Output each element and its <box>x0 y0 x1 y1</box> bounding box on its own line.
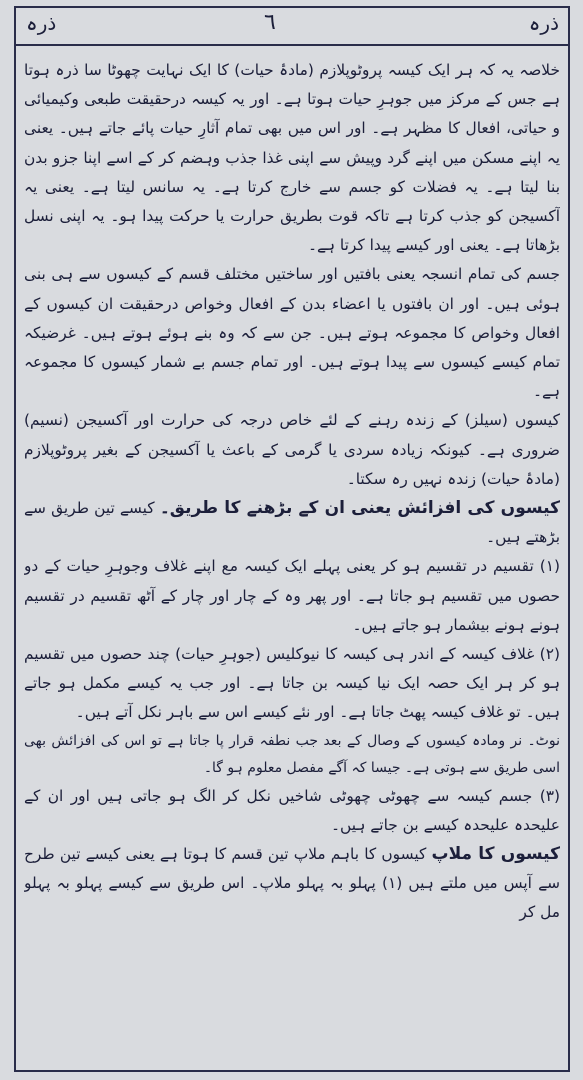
list-item-2: (۲) غلاف کیسہ کے اندر ہی کیسہ کا نیوکلیس (جوہرِ حیات) چند حصوں میں تقسیم ہو کر ہر ایک حصہ ایک نیا کیسہ بن جاتا ہے۔ اور جب یہ کیسے مکمل ہو جاتے ہیں۔ تو غلاف کیسہ پھٹ جاتا ہے۔ اور نئے کیسے اس سے باہر نکل آتے ہیں۔ <box>24 645 560 722</box>
paragraph-cell-survival: کیسوں (سیلز) کے زندہ رہنے کے لئے خاص درجہ کی حرارت اور آکسیجن (نسیم) ضروری ہے۔ کیونکہ زیادہ سردی یا گرمی کے باعث یا آکسیجن کے بغیر پروٹوپلازم (مادۂ حیات) زندہ نہیں رہ سکتا۔ <box>24 411 560 488</box>
closing-text: کیسوں کا باہم ملاپ تین قسم کا ہوتا ہے یعنی کیسے تین طرح سے آپس میں ملتے ہیں (۱) پہلو بہ پہلو ملاپ۔ اس طریق سے کیسے پہلو بہ پہلو مل کر <box>24 845 560 922</box>
section-growth <box>24 494 560 552</box>
paragraph-tissues: جسم کی تمام انسجہ یعنی بافتیں اور ساختیں مختلف قسم کے کیسوں سے ہی بنی ہوئی ہیں۔ اور ان بافتوں یا اعضاء بدن کے افعال وخواص درحقیقت ان کیسوں کے افعال وخواص کا مجموعہ ہوتے ہیں۔ جن سے کہ وہ بنے ہوئے ہوتے ہیں۔ غرضیکہ تمام کیسے کیسوں سے پیدا ہوتے ہیں۔ اور تمام جسم بے شمار کیسوں کا مجموعہ ہے۔ <box>24 265 560 401</box>
list-item-3: (۳) جسم کیسہ سے چھوٹی چھوٹی شاخیں نکل کر الگ ہو جاتی ہیں اور ان کے علیحدہ علیحدہ کیسے بن جاتے ہیں۔ <box>24 786 560 834</box>
list-item-1: (۱) تقسیم در تقسیم ہو کر یعنی پہلے ایک کیسہ مع اپنے غلاف وجوہرِ حیات کے دو حصوں میں تقسیم ہو جاتا ہے۔ اور پھر وہ کے چار اور چار کے آٹھ تقسیم در تقسیم ہونے ہونے بیشمار ہو جاتے ہیں۔ <box>24 557 560 634</box>
footnote: نوٹ۔ نر ومادہ کیسوں کے وصال کے بعد جب نطفہ قرار پا جاتا ہے تو اس کی افزائش بھی اسی طریق سے ہوتی ہے۔ جیسا کہ آگے مفصل معلوم ہو گا۔ <box>24 732 560 776</box>
header-divider <box>14 44 570 46</box>
closing-heading: کیسوں کا ملاپ <box>431 844 560 865</box>
section-heading-tail: کیسے تین طریق سے بڑھتے ہیں۔ <box>24 499 560 547</box>
page-body <box>24 56 560 1066</box>
running-title-right: ذرہ <box>528 11 559 35</box>
section-union <box>24 840 560 928</box>
running-title-left: ذرہ <box>26 11 57 35</box>
section-heading: کیسوں کی افزائش یعنی ان کے بڑھنے کا طریق۔ <box>159 498 560 519</box>
page-number: ٦ <box>264 10 276 35</box>
paragraph-summary: خلاصہ یہ کہ ہر ایک کیسہ پروٹوپلازم (مادۂ حیات) کا ایک نہایت چھوٹا سا ذرہ ہوتا ہے جس کے مرکز میں جوہرِ حیات ہوتا ہے۔ اور یہ کیسہ درحقیقت طبعی وکیمیائی و حیاتی، افعال کا مظہر ہے۔ اور اس میں بھی تمام آثارِ حیات پائے جاتے ہیں۔ یعنی یہ اپنے مسکن میں اپنے گرد وپیش سے اپنی غذا جذب وہضم کر کے اسے اپنا جزو بدن بنا لیتا ہے۔ یہ فضلات کو جسم سے خارج کرتا ہے۔ یہ سانس لیتا ہے۔ یعنی یہ آکسیجن کو جذب کرتا ہے تاکہ قوت بطریق حرارت یا حرکت پیدا ہو۔ یہ اپنی نسل بڑھاتا ہے۔ یعنی اور کیسے پیدا کرتا ہے۔ <box>24 61 560 255</box>
